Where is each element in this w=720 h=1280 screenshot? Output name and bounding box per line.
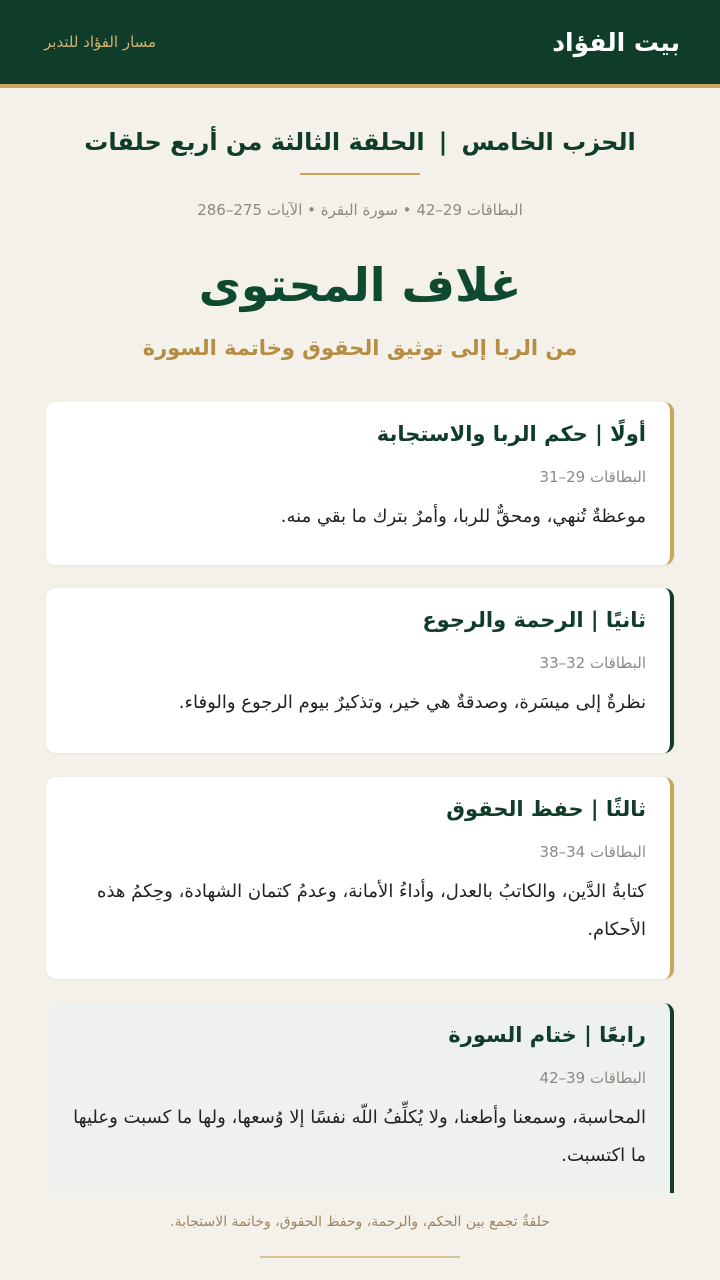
hizb-label: الحزب الخامس <box>461 128 636 156</box>
section-card-4[interactable] <box>46 1003 674 1193</box>
page-subtitle: من الربا إلى توثيق الحقوق وخاتمة السورة <box>142 336 578 360</box>
page-title: غلاف المحتوى <box>198 258 522 312</box>
section-card-3[interactable] <box>46 777 674 979</box>
episode-meta: البطاقات 29–42 • سورة البقرة • الآيات 275–286 <box>197 201 523 219</box>
section-card-range: البطاقات 39–42 <box>539 1069 646 1087</box>
section-card-1[interactable] <box>46 402 674 565</box>
section-description: المحاسبة، وسمعنا وأطعنا، ولا يُكلِّفُ اللّه نفسًا إلا وُسعها، ولها ما كسبت وعليها ما اكتسبت. <box>73 1107 646 1166</box>
footer-divider <box>260 1256 460 1258</box>
section-description: موعظةٌ تُنهي، ومحقٌّ للربا، وأمرٌ بترك ما بقي منه. <box>280 506 646 527</box>
brand-tagline: مسار الفؤاد للتدبر <box>44 33 157 51</box>
section-title: ثانيًا | الرحمة والرجوع <box>422 608 646 632</box>
header-divider-rule <box>300 173 420 175</box>
header-divider: | <box>438 128 448 156</box>
section-title: ثالثًا | حفظ الحقوق <box>446 797 646 821</box>
section-title: أولًا | حكم الربا والاستجابة <box>376 422 646 446</box>
footer-note: حلقةٌ تجمع بين الحكم، والرحمة، وحفظ الحقوق، وخاتمة الاستجابة. <box>170 1214 550 1230</box>
section-card-range: البطاقات 29–31 <box>539 468 646 486</box>
episode-header <box>0 128 720 156</box>
section-description: نظرةٌ إلى ميسَرة، وصدقةٌ هي خير، وتذكيرٌ بيوم الرجوع والوفاء. <box>178 692 646 713</box>
section-card-2[interactable] <box>46 588 674 753</box>
top-app-bar <box>0 0 720 88</box>
brand-title[interactable]: بيت الفؤاد <box>552 27 680 57</box>
episode-label: الحلقة الثالثة من أربع حلقات <box>84 128 425 156</box>
section-description: كتابةُ الدَّين، والكاتبُ بالعدل، وأداءُ الأمانة، وعدمُ كتمان الشهادة، وحِكمُ هذه الأحكام. <box>97 881 646 940</box>
section-card-range: البطاقات 34–38 <box>539 843 646 861</box>
section-card-range: البطاقات 32–33 <box>539 654 646 672</box>
section-title: رابعًا | ختام السورة <box>448 1023 646 1047</box>
